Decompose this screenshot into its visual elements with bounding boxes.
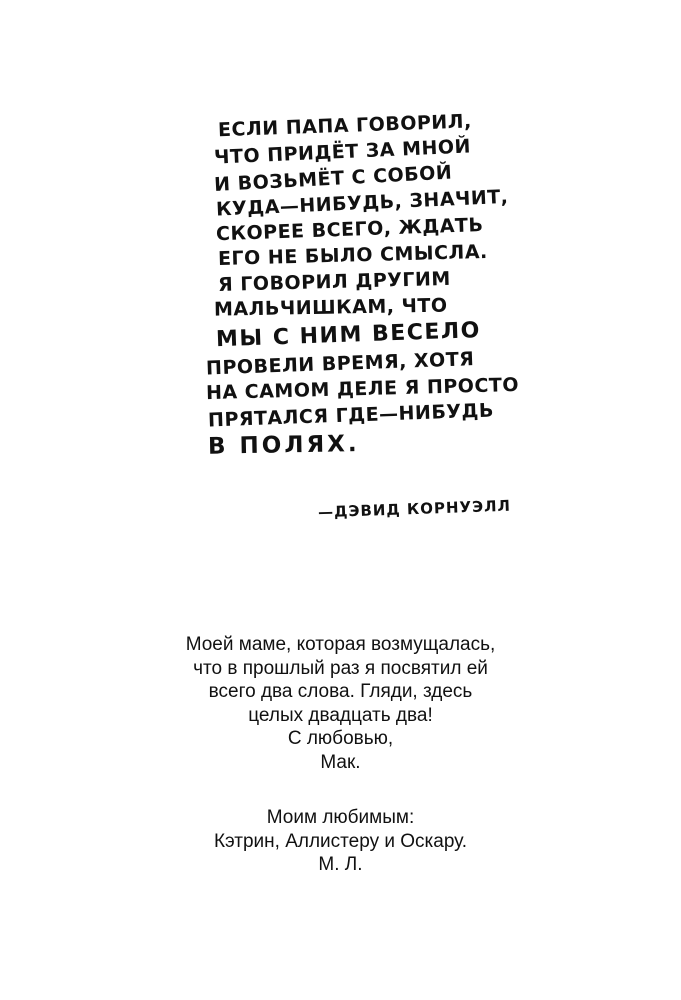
dedication-line: целых двадцать два!	[248, 704, 433, 726]
epigraph-line: СКОРЕЕ ВСЕГО, ЖДАТЬ	[215, 213, 484, 246]
epigraph-line: НА САМОМ ДЕЛЕ Я ПРОСТО	[205, 373, 520, 405]
dedication-line: Мак.	[320, 751, 361, 773]
dedication-line: Кэтрин, Аллистеру и Оскару.	[213, 830, 468, 852]
epigraph-author: —ДЭВИД КОРНУЭЛЛ	[317, 496, 512, 522]
epigraph-line: МАЛЬЧИШКАМ, ЧТО	[213, 294, 448, 321]
epigraph-quote	[200, 112, 520, 460]
epigraph-line: МЫ С НИМ ВЕСЕЛО	[215, 318, 482, 353]
dedication-line: М. Л.	[318, 854, 363, 875]
epigraph-line: Я ГОВОРИЛ ДРУГИМ	[217, 267, 452, 296]
dedication-to-family	[0, 806, 681, 877]
epigraph-line: ЕСЛИ ПАПА ГОВОРИЛ,	[217, 110, 473, 142]
epigraph-line: ЕГО НЕ БЫЛО СМЫСЛА.	[217, 240, 488, 270]
epigraph-line: В ПОЛЯХ.	[207, 431, 360, 460]
dedication-line: Моим любимым:	[266, 807, 415, 828]
epigraph-line: ПРОВЕЛИ ВРЕМЯ, ХОТЯ	[205, 348, 475, 380]
epigraph-line: И ВОЗЬМЁТ С СОБОЙ	[213, 161, 453, 196]
epigraph-line: КУДА—НИБУДЬ, ЗНАЧИТ,	[215, 185, 509, 221]
dedication-line: всего два слова. Гляди, здесь	[208, 681, 473, 702]
dedication-to-mother	[0, 633, 681, 774]
dedication-line: Моей маме, которая возмущалась,	[185, 634, 496, 655]
dedication-line: С любовью,	[287, 728, 394, 749]
epigraph-line: ЧТО ПРИДЁТ ЗА МНОЙ	[213, 135, 472, 169]
dedication-line: что в прошлый раз я посвятил ей	[193, 657, 488, 679]
epigraph-line: ПРЯТАЛСЯ ГДЕ—НИБУДЬ	[207, 399, 495, 432]
